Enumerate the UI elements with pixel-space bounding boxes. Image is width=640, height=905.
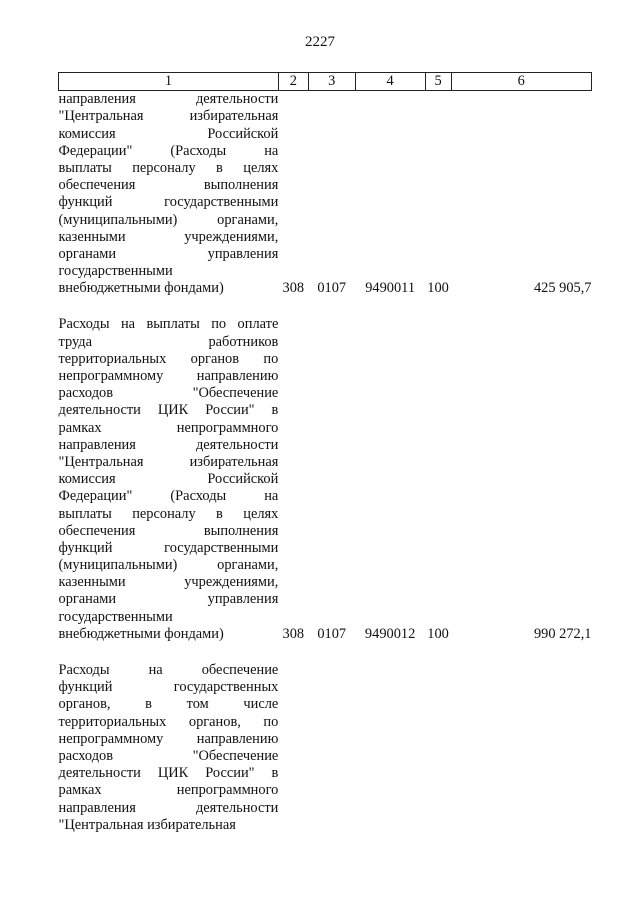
description-line: функций государственными [58,539,279,556]
column-header-3: 3 [308,73,355,91]
description-line: расходов "Обеспечение [58,385,279,402]
expense-description [59,91,279,298]
amount-value: 425 905,7 [533,280,592,297]
description-line: рамках непрограммного [58,419,279,436]
description-line: направления деятельности [58,436,279,453]
row-spacer [59,643,592,662]
section-code: 0107 [317,625,347,642]
expense-type-code: 100 [427,280,449,297]
column-header-2: 2 [278,73,308,91]
table-row [59,662,592,834]
column-header-1: 1 [59,73,279,91]
table-body [59,91,592,834]
target-article-code: 9490011 [365,280,416,297]
description-line: органов, в том числе [58,696,279,713]
description-line: территориальных органов, по [58,713,279,730]
description-line: (муниципальными) органами, [58,211,279,228]
description-line: государственными [58,263,173,280]
description-line: "Центральная избирательная [58,816,236,833]
description-line: Расходы на выплаты по оплате [58,316,279,333]
column-header-5: 5 [425,73,451,91]
ministry-code: 308 [282,625,305,642]
description-line: обеспечения выполнения [58,177,279,194]
description-line: непрограммному направлению [58,368,279,385]
description-line: внебюджетными фондами) [58,625,224,642]
description-line: внебюджетными фондами) [58,280,224,297]
description-line: обеспечения выполнения [58,522,279,539]
column-header-4: 4 [355,73,425,91]
description-line: функций государственных [58,679,279,696]
section-code [308,662,355,834]
description-line: функций государственными [58,194,279,211]
description-line: выплаты персоналу в целях [58,159,279,176]
description-line: комиссия Российской [58,125,279,142]
description-line: Федерации" (Расходы на [58,488,279,505]
target-article-code [355,662,425,834]
description-line: органами управления [58,591,279,608]
description-line: казенными учреждениями, [58,574,279,591]
description-line: направления деятельности [58,91,279,108]
expense-type-code [425,662,451,834]
description-line: Федерации" (Расходы на [58,142,279,159]
expense-type-code: 100 [427,625,449,642]
amount-value [451,662,591,834]
description-line: направления деятельности [58,799,279,816]
description-line: труда работников [58,333,279,350]
description-line: (муниципальными) органами, [58,557,279,574]
description-line: "Центральная избирательная [58,453,279,470]
description-line: Расходы на обеспечение [58,662,279,679]
table-header-row [59,73,592,91]
expense-description [59,316,279,643]
description-line: расходов "Обеспечение [58,747,279,764]
description-line: выплаты персоналу в целях [58,505,279,522]
description-line: "Центральная избирательная [58,108,279,125]
amount-value: 990 272,1 [533,625,592,642]
ministry-code [278,662,308,834]
description-line: деятельности ЦИК России" в [58,402,279,419]
ministry-code: 308 [282,280,305,297]
row-spacer [59,297,592,316]
description-line: рамках непрограммного [58,782,279,799]
description-line: органами управления [58,245,279,262]
target-article-code: 9490012 [364,625,416,642]
description-line: государственными [58,608,173,625]
section-code: 0107 [317,280,347,297]
budget-table [58,72,592,834]
expense-description [59,662,279,834]
table-row [59,316,592,643]
description-line: территориальных органов по [58,350,279,367]
description-line: казенными учреждениями, [58,228,279,245]
table-row [59,91,592,298]
description-line: непрограммному направлению [58,730,279,747]
description-line: деятельности ЦИК России" в [58,765,279,782]
description-line: комиссия Российской [58,471,279,488]
column-header-6: 6 [451,73,591,91]
page-number: 2227 [305,34,335,50]
